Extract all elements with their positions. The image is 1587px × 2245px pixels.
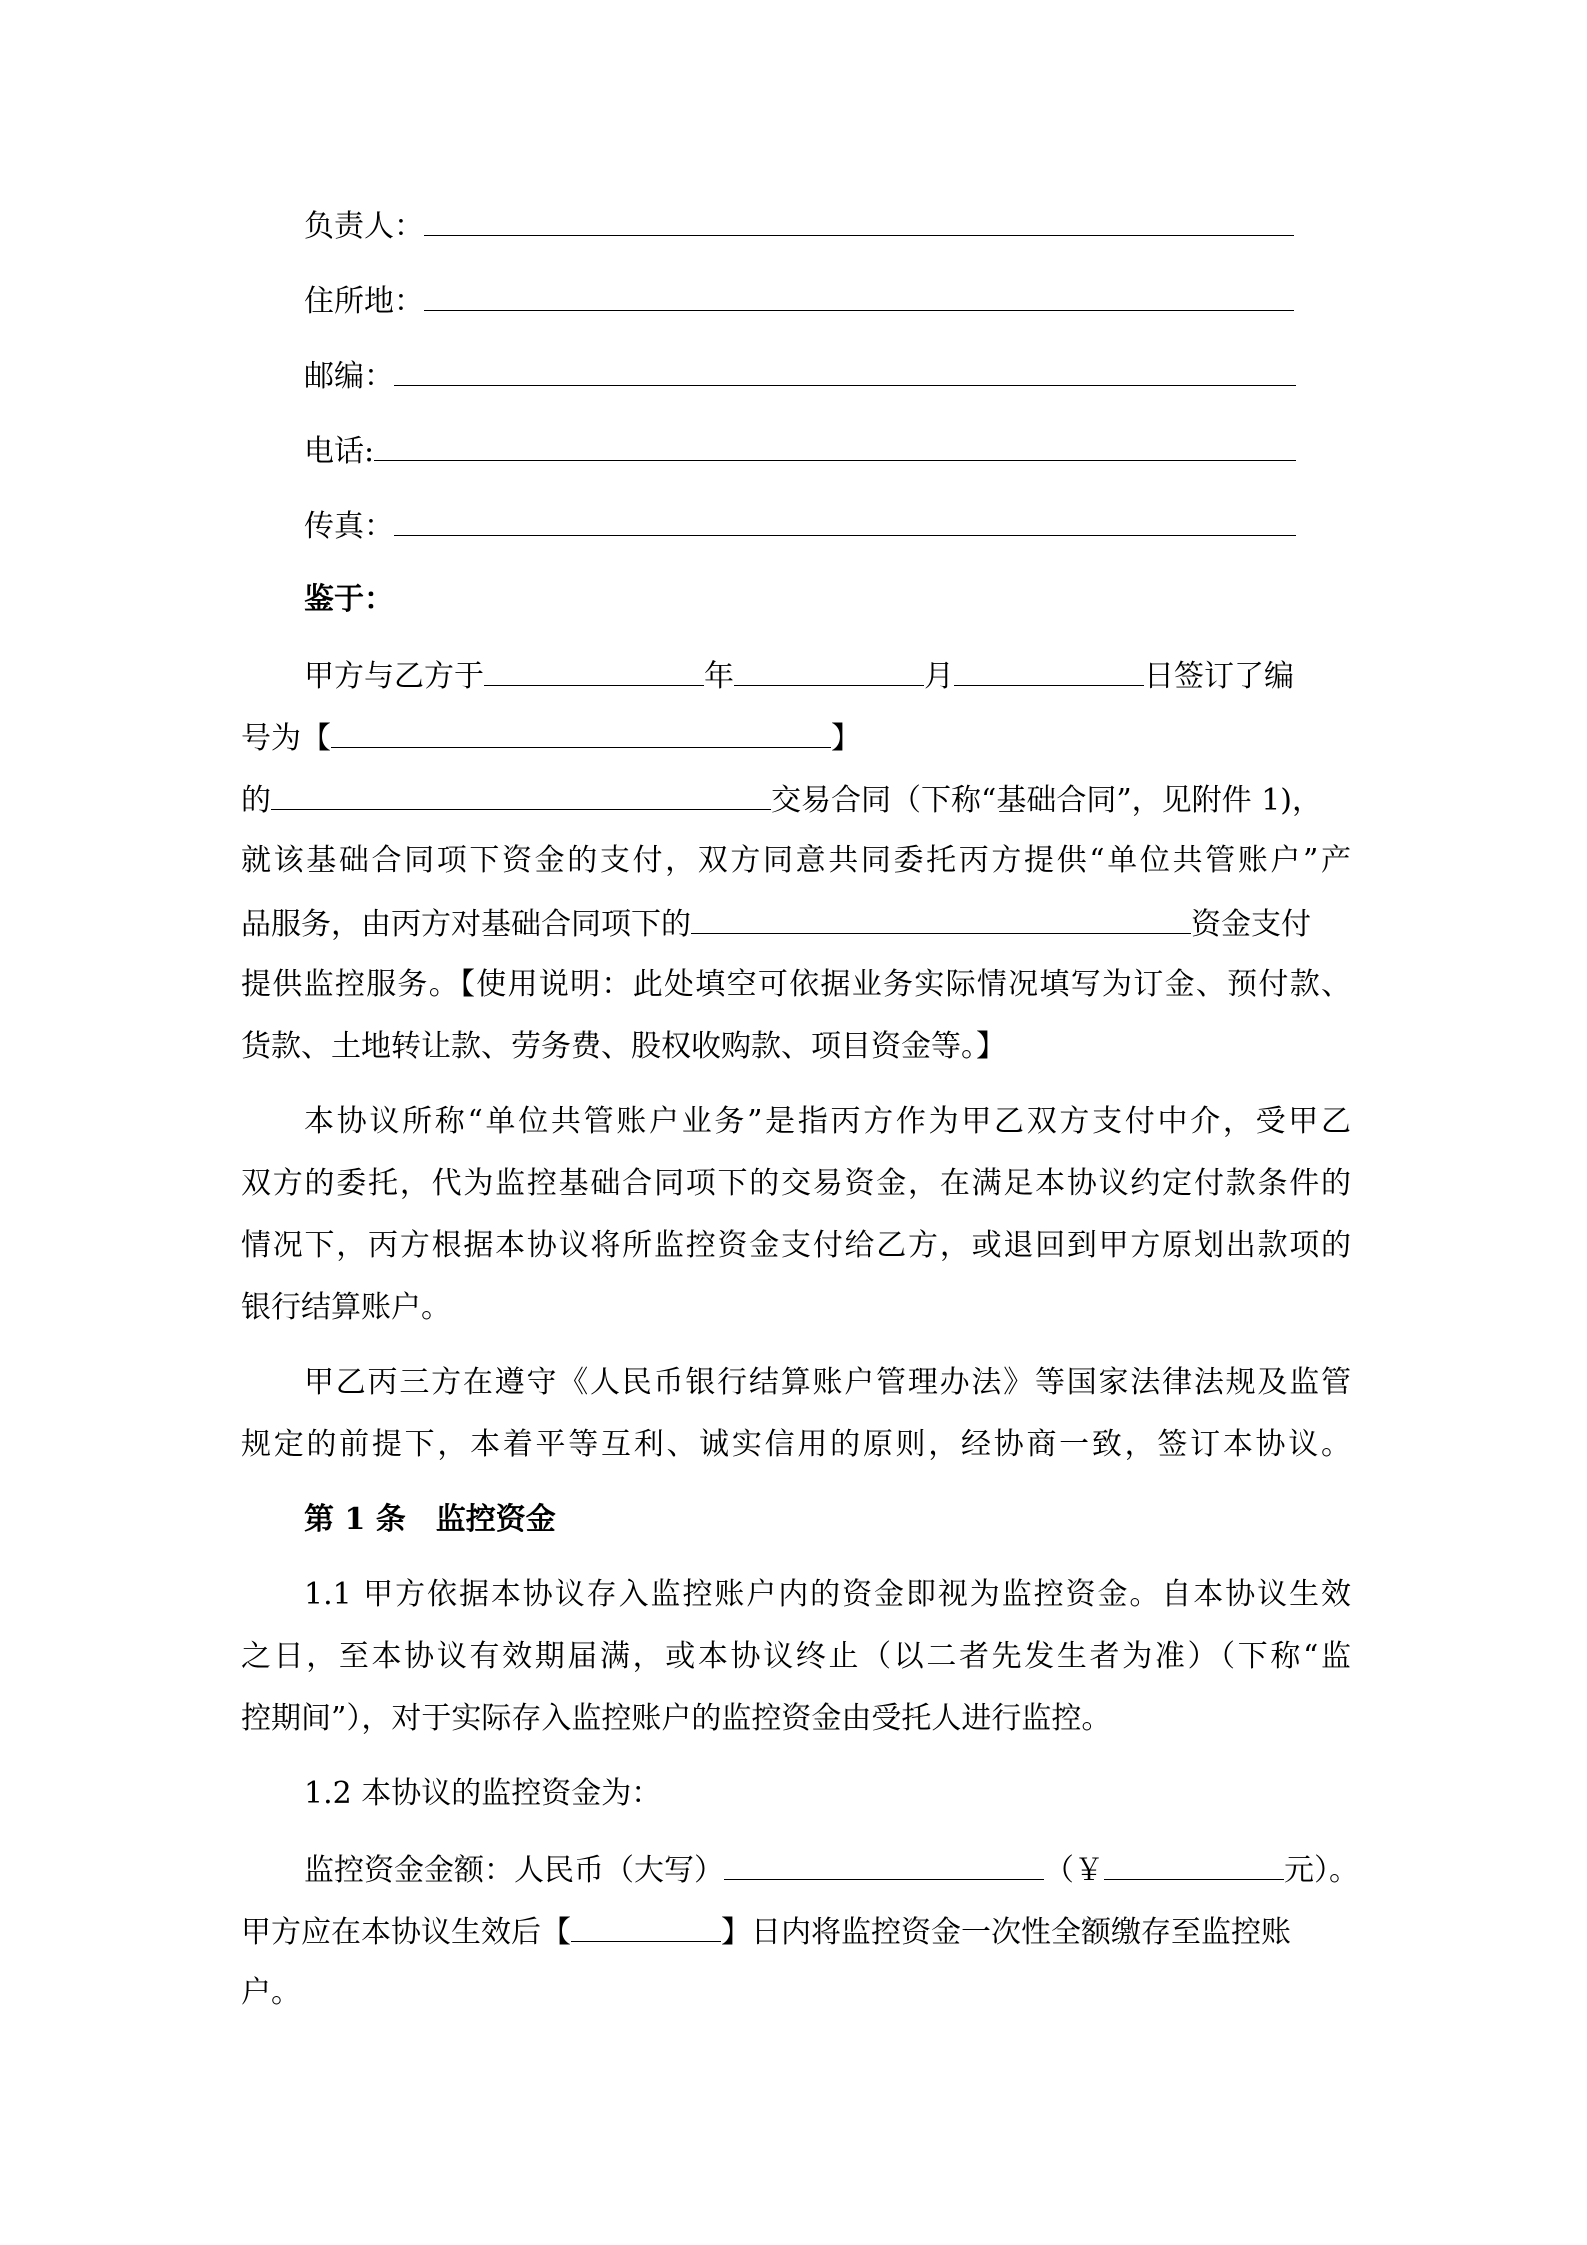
- field-label: 电话:: [304, 434, 375, 469]
- field-label: 负责人：: [304, 209, 424, 244]
- blank-line[interactable]: [424, 280, 1294, 311]
- deposit-line: [241, 1911, 1291, 1951]
- text-span: 1.1 甲方依据本协议存入监控账户内的资金即视为监控资金。自本协议生效: [304, 1577, 1351, 1612]
- text-span: 元）。: [1284, 1853, 1359, 1888]
- text-span: 年: [704, 659, 734, 694]
- whereas-line-3: [241, 779, 1322, 819]
- definition-line-3: 情况下，丙方根据本协议将所监控资金支付给乙方，或退回到甲方原划出款项的: [241, 1228, 1351, 1263]
- blank-year[interactable]: [484, 655, 704, 686]
- field-fax: [304, 505, 1296, 545]
- whereas-line-4: 就该基础合同项下资金的支付，双方同意共同委托丙方提供“单位共管账户”产: [241, 843, 1351, 878]
- text-span: 品服务，由丙方对基础合同项下的: [241, 907, 691, 942]
- whereas-heading: 鉴于：: [304, 582, 394, 617]
- blank-contract-subject[interactable]: [271, 779, 771, 810]
- article-1-title: 第 1 条 监控资金: [304, 1502, 556, 1537]
- text-span: 】日内将监控资金一次性全额缴存至监控账: [721, 1915, 1291, 1950]
- whereas-line-2: [241, 717, 861, 757]
- deposit-line-end: 户。: [241, 1975, 301, 2010]
- field-postcode: [304, 355, 1296, 395]
- field-label: 邮编：: [304, 359, 394, 394]
- text-span: 甲方与乙方于: [304, 659, 484, 694]
- field-label: 传真：: [304, 509, 394, 544]
- blank-deposit-days[interactable]: [571, 1911, 721, 1942]
- amount-line: [304, 1849, 1359, 1889]
- clause-1-1-line-3: 控期间”），对于实际存入监控账户的监控资金由受托人进行监控。: [241, 1701, 1112, 1736]
- text-span: （￥: [1044, 1853, 1104, 1888]
- text-span: 日签订了编: [1144, 659, 1294, 694]
- blank-contract-number[interactable]: [331, 717, 831, 748]
- blank-line[interactable]: [374, 430, 1296, 461]
- compliance-line-1: [304, 1363, 1351, 1403]
- text-span: 月: [924, 659, 954, 694]
- text-span: 号为【: [241, 721, 331, 756]
- field-responsible-person: [304, 205, 1294, 245]
- compliance-line-2: 规定的前提下，本着平等互利、诚实信用的原则，经协商一致，签订本协议。: [241, 1427, 1351, 1462]
- text-span: 甲乙丙三方在遵守《人民币银行结算账户管理办法》等国家法律法规及监管: [304, 1365, 1351, 1400]
- blank-line[interactable]: [394, 355, 1296, 386]
- clause-1-1-line-1: [304, 1575, 1351, 1615]
- definition-line-1: [304, 1102, 1351, 1142]
- text-span: 】: [831, 721, 861, 756]
- text-span: 的: [241, 783, 271, 818]
- field-label: 住所地：: [304, 284, 424, 319]
- text-span: 本协议所称“单位共管账户业务”是指丙方作为甲乙双方支付中介，受甲乙: [304, 1104, 1351, 1139]
- blank-day[interactable]: [954, 655, 1144, 686]
- text-span: 甲方应在本协议生效后【: [241, 1915, 571, 1950]
- blank-fund-type[interactable]: [691, 903, 1191, 934]
- definition-line-4: 银行结算账户。: [241, 1290, 451, 1325]
- blank-amount-words[interactable]: [724, 1849, 1044, 1880]
- whereas-line-7: 货款、土地转让款、劳务费、股权收购款、项目资金等。】: [241, 1029, 1006, 1064]
- text-span: 资金支付: [1191, 907, 1311, 942]
- blank-line[interactable]: [424, 205, 1294, 236]
- blank-line[interactable]: [394, 505, 1296, 536]
- whereas-line-6: 提供监控服务。【使用说明：此处填空可依据业务实际情况填写为订金、预付款、: [241, 967, 1351, 1002]
- text-span: 交易合同（下称“基础合同”，见附件 1)，: [771, 783, 1323, 818]
- blank-amount-figures[interactable]: [1104, 1849, 1284, 1880]
- field-address: [304, 280, 1294, 320]
- whereas-line-1: [304, 655, 1294, 695]
- clause-1-1-line-2: 之日，至本协议有效期届满，或本协议终止（以二者先发生者为准）（下称“监: [241, 1639, 1351, 1674]
- whereas-line-5: [241, 903, 1311, 943]
- blank-month[interactable]: [734, 655, 924, 686]
- definition-line-2: 双方的委托，代为监控基础合同项下的交易资金，在满足本协议约定付款条件的: [241, 1166, 1351, 1201]
- text-span: 监控资金金额：人民币（大写）: [304, 1853, 724, 1888]
- field-phone: [304, 430, 1296, 470]
- clause-1-2: 1.2 本协议的监控资金为：: [304, 1776, 662, 1811]
